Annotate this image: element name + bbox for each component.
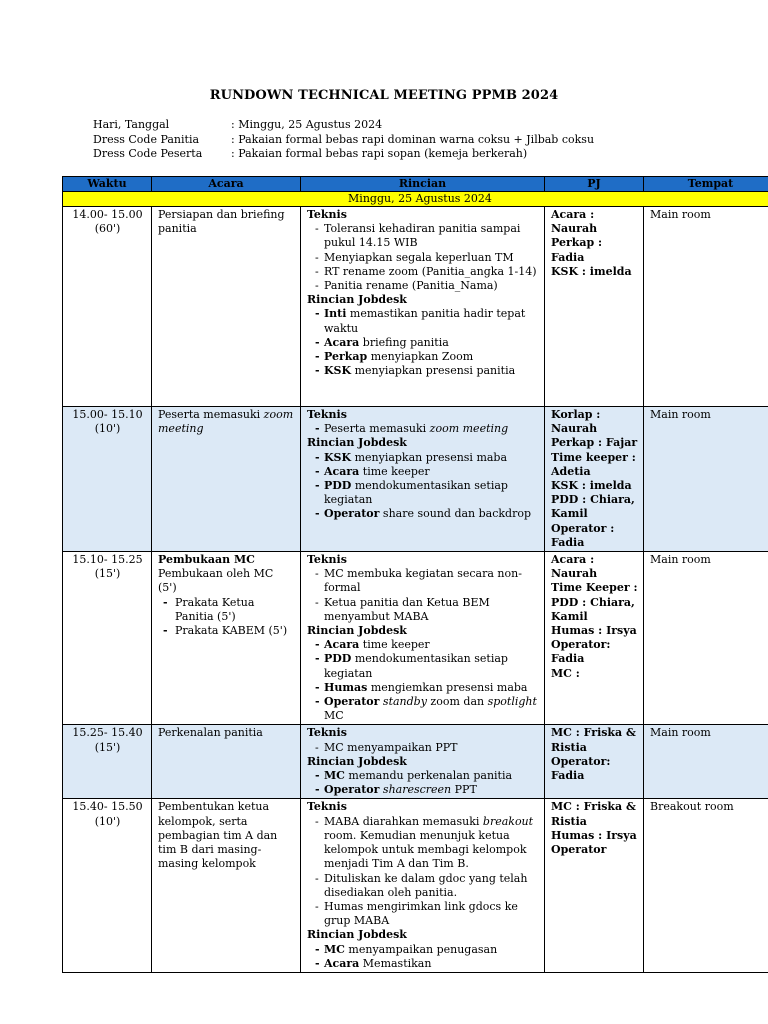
tempat-cell [644,725,768,799]
tempat-text: Breakout room [650,800,734,814]
pj-item: Operator: Fadia [551,638,611,666]
rincian-cell [301,207,545,407]
task-italic: standby [382,695,427,709]
teknis-heading: Teknis [307,726,347,740]
list-item: - Menyiapkan segala keperluan TM [307,251,539,265]
list-item: - Toleransi kehadiran panitia sampai pukul 14.15 WIB [307,222,539,250]
list-item: - RT rename zoom (Panitia_angka 1-14) [307,265,539,279]
jobdesk-heading: Rincian Jobdesk [307,436,407,450]
role: Humas [324,680,368,694]
info-label: Dress Code Peserta [93,147,203,160]
time-cell [63,799,152,972]
role: Inti [324,307,347,321]
table-row [63,207,768,407]
list-item [307,957,539,971]
info-label: Dress Code Panitia [93,132,200,146]
role: PDD [324,479,352,493]
list-item [307,336,539,350]
teknis-heading: Teknis [307,208,347,221]
table-row [63,799,768,972]
list-item [307,783,539,797]
info-row-dress-peserta [93,147,594,162]
acara-plain: Peserta memasuki [158,408,264,421]
acara-title: Pembukaan MC [158,553,255,567]
pj-item: Humas : Irsya [551,624,637,638]
pj-item: PDD : Chiara, Kamil [551,595,635,623]
pj-item: MC : [551,666,580,680]
list-item: - Prakata KABEM (5') [158,624,295,638]
task-italic: sharescreen [382,783,452,797]
time-cell [63,407,152,552]
role: Acara [324,638,360,652]
tempat-cell [644,799,768,972]
acara-text: Perkenalan panitia [158,726,263,740]
rincian-cell [301,407,545,552]
task: mendokumentasikan setiap kegiatan [324,652,508,680]
time-range: 15.25- 15.40 [72,726,143,740]
rundown-table [62,176,768,973]
list-item [307,681,539,695]
list-item [307,638,539,652]
list-item [307,769,539,783]
rincian-cell [301,799,545,972]
role: Operator [324,695,380,709]
teknis-plain: room. Kemudian menunjuk ketua kelompok untuk membagi kelompok menjadi Tim A dan Tim B. [324,828,527,871]
list-item [307,695,539,723]
time-range: 15.10- 15.25 [72,553,143,567]
header-tempat: Tempat [644,177,768,192]
duration: (60') [94,222,121,236]
pj-cell [545,799,644,972]
list-item [307,465,539,479]
pj-item: MC : Friska & Ristia [551,800,636,828]
time-cell [63,207,152,407]
header-pj: PJ [545,177,644,192]
acara-italic: zoom meeting [158,408,294,436]
tempat-cell [644,407,768,552]
header-rincian: Rincian [301,177,545,192]
task: menyampaikan penugasan [344,942,498,956]
list-item [307,507,539,521]
list-item: - Humas mengirimkan link gdocs ke grup MABA [307,900,539,928]
pj-item: Time keeper : Adetia [551,450,636,478]
pj-cell [545,725,644,799]
list-item [307,815,539,872]
list-item [307,307,539,335]
info-label: Hari, Tanggal [93,118,170,131]
teknis-heading: Teknis [307,800,347,814]
pj-item: Operator [551,843,607,857]
time-range: 14.00- 15.00 [72,208,143,221]
role: Acara [324,464,360,478]
acara-sub: Pembukaan oleh MC (5') [158,567,274,595]
meeting-info [93,118,594,162]
pj-item: Korlap : Naurah [551,408,601,436]
pj-item: Humas : Irsya [551,828,637,842]
role: MC [324,942,345,956]
task: menyiapkan Zoom [367,350,474,364]
duration: (10') [94,814,121,828]
task: briefing panitia [359,335,449,349]
teknis-plain: Peserta memasuki [324,422,430,436]
teknis-heading: Teknis [307,553,347,567]
task: memandu perkenalan panitia [344,769,513,783]
acara-text [158,408,295,436]
acara-cell [152,552,301,725]
task: menyiapkan presensi maba [351,450,508,464]
list-item [307,422,539,436]
jobdesk-heading: Rincian Jobdesk [307,293,407,307]
list-item [307,943,539,957]
pj-cell [545,552,644,725]
list-item: - Panitia rename (Panitia_Nama) [307,279,539,293]
document-title: RUNDOWN TECHNICAL MEETING PPMB 2024 [209,88,559,103]
pj-item: Perkap : Fajar [551,436,638,450]
acara-cell [152,725,301,799]
date-row [63,192,768,207]
pj-item: Acara : Naurah [551,553,598,581]
teknis-italic: zoom meeting [429,422,509,436]
jobdesk-heading: Rincian Jobdesk [307,624,407,638]
task: Memastikan [359,956,432,970]
pj-item: Operator: Fadia [551,754,611,783]
table-row [63,725,768,799]
task: share sound dan backdrop [379,507,532,521]
role: Operator [324,783,380,797]
role: Operator [324,507,380,521]
task: MC [324,709,344,723]
role: MC [324,769,345,783]
info-value: : Minggu, 25 Agustus 2024 [231,118,383,131]
tempat-text: Main room [650,553,711,567]
tempat-cell [644,552,768,725]
list-item [307,652,539,680]
tempat-text: Main room [650,408,711,421]
role: PDD [324,652,352,666]
jobdesk-heading: Rincian Jobdesk [307,754,407,768]
list-item: - MC menyampaikan PPT [307,741,539,755]
info-value: : Pakaian formal bebas rapi dominan warna coksu + Jilbab coksu [231,132,595,146]
acara-cell [152,407,301,552]
pj-item: Perkap : Fadia [551,236,603,264]
teknis-heading: Teknis [307,408,347,421]
pj-item: KSK : imelda [551,264,632,278]
acara-cell [152,799,301,972]
table-header-row [63,177,768,192]
duration: (15') [94,740,121,754]
list-item [307,364,539,378]
acara-text: Persiapan dan briefing panitia [158,208,285,236]
list-item: - Ketua panitia dan Ketua BEM menyambut MABA [307,596,539,624]
task: mendokumentasikan setiap kegiatan [324,479,508,507]
pj-cell [545,207,644,407]
pj-item: Time Keeper : [551,581,638,595]
header-acara: Acara [152,177,301,192]
pj-item: PDD : Chiara, Kamil [551,493,635,521]
list-item [307,479,539,507]
role: Acara [324,956,360,970]
role: KSK [324,450,352,464]
rincian-cell [301,725,545,799]
task: zoom dan [426,695,488,709]
list-item [307,451,539,465]
list-item [307,350,539,364]
task-italic: spotlight [487,695,537,709]
list-item: - Prakata Ketua Panitia (5') [158,596,295,624]
info-row-date [93,118,594,133]
task: PPT [451,783,477,797]
rincian-cell [301,552,545,725]
pj-cell [545,407,644,552]
teknis-italic: breakout [482,814,534,828]
acara-text: Pembentukan ketua kelompok, serta pembagian tim A dan tim B dari masing-masing kelompok [158,800,278,871]
table-row [63,552,768,725]
list-item: - MC membuka kegiatan secara non-formal [307,567,539,595]
pj-item: Acara : Naurah [551,208,598,236]
role: KSK [324,364,352,378]
time-range: 15.00- 15.10 [72,408,143,421]
jobdesk-heading: Rincian Jobdesk [307,928,407,942]
time-cell [63,552,152,725]
task: mengiemkan presensi maba [367,680,528,694]
time-cell [63,725,152,799]
task: time keeper [359,464,430,478]
time-range: 15.40- 15.50 [72,800,143,814]
header-waktu: Waktu [63,177,152,192]
acara-cell [152,207,301,407]
info-value: : Pakaian formal bebas rapi sopan (kemeja berkerah) [231,147,528,160]
date-label: Minggu, 25 Agustus 2024 [63,192,768,207]
teknis-plain: MABA diarahkan memasuki [324,814,483,828]
duration: (10') [94,422,121,436]
table-row [63,407,768,552]
list-item: - Dituliskan ke dalam gdoc yang telah disediakan oleh panitia. [307,872,539,900]
pj-item: Operator : Fadia [551,521,615,549]
info-row-dress-panitia [93,133,594,148]
pj-item: KSK : imelda [551,479,632,493]
task: time keeper [359,638,430,652]
tempat-text: Main room [650,208,711,221]
tempat-cell [644,207,768,407]
role: Acara [324,335,360,349]
duration: (15') [94,567,121,581]
task: menyiapkan presensi panitia [351,364,516,378]
task: memastikan panitia hadir tepat waktu [324,307,526,335]
pj-item: MC : Friska & Ristia [551,726,636,754]
role: Perkap [324,350,368,364]
tempat-text: Main room [650,726,711,740]
